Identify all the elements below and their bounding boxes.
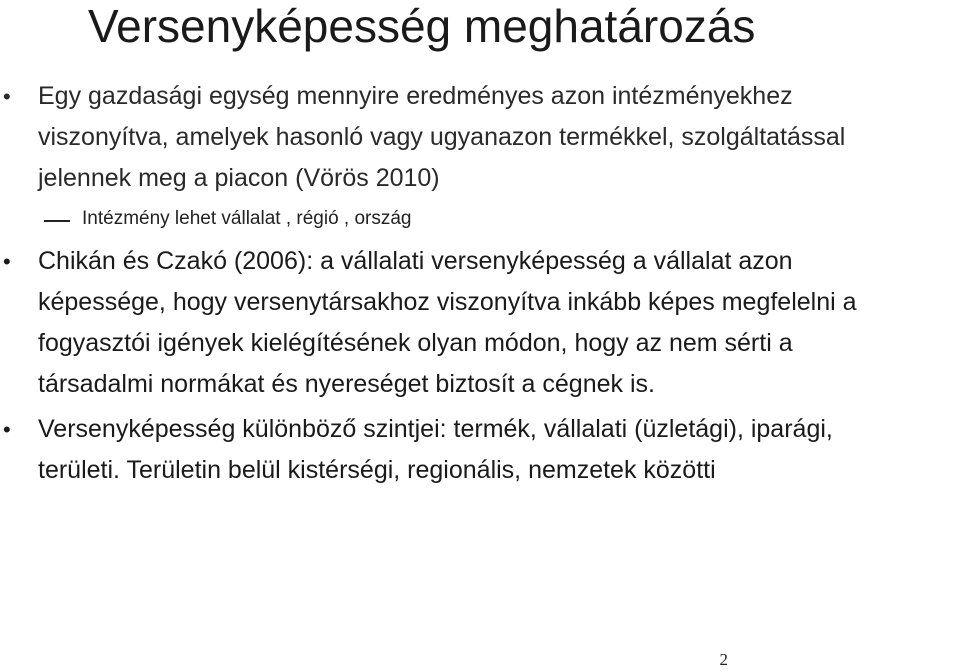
bullet-dot-icon: • <box>3 249 11 274</box>
bullet-item <box>0 76 900 199</box>
bullet-item <box>0 241 900 405</box>
slide-title: Versenyképesség meghatározás <box>88 0 756 52</box>
sub-bullet-item <box>0 199 960 239</box>
bullet-dot-icon: • <box>3 417 11 442</box>
bullet-text: Chikán és Czakó (2006): a vállalati versenyképesség a vállalat azon képessége, hogy versenytársakhoz viszonyítva inkább képes megfelelni a fogyasztói igények kielégítésének olyan módon, hogy az nem sérti a társadalmi normákat és nyereséget biztosít a cégnek is. <box>38 247 857 398</box>
sub-bullet-text: Intézmény lehet vállalat , régió , ország <box>82 208 412 229</box>
bullet-text: Versenyképesség különböző szintjei: termék, vállalati (üzletági), iparági, területi. Területin belül kistérségi, regionális, nemzetek közötti <box>38 415 833 484</box>
bullet-item <box>0 409 900 491</box>
page-number: 2 <box>719 650 728 669</box>
dash-icon <box>44 220 70 222</box>
bullet-dot-icon: • <box>3 84 11 109</box>
bullet-text: Egy gazdasági egység mennyire eredményes azon intézményekhez viszonyítva, amelyek hasonló vagy ugyanazon termékkel, szolgáltatással jelennek meg a piacon (Vörös 2010) <box>38 82 846 192</box>
bullet-list <box>0 76 960 491</box>
